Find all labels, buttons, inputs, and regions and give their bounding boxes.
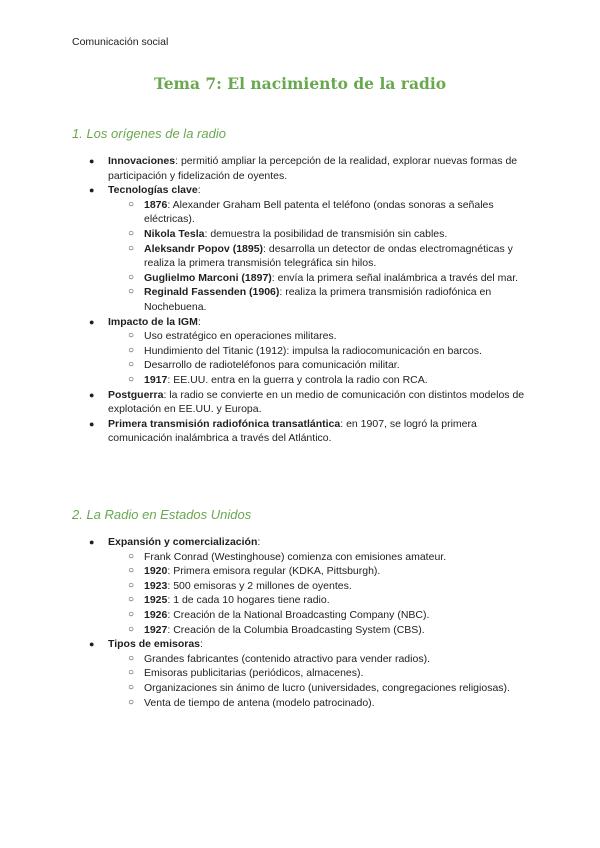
hollow-bullet-icon: ○ [128, 608, 135, 620]
sub-list-item [108, 227, 538, 242]
sub-list [108, 329, 538, 387]
sub-list [108, 198, 538, 315]
item-text: : permitió ampliar la percepción de la realidad, explorar nuevas formas de participación y fidelización de oyentes. [108, 155, 518, 182]
sub-list [108, 652, 538, 710]
hollow-bullet-icon: ○ [128, 550, 135, 562]
hollow-bullet-icon: ○ [128, 344, 135, 356]
hollow-bullet-icon: ○ [128, 667, 135, 679]
hollow-bullet-icon: ○ [128, 565, 135, 577]
list-item [78, 388, 538, 417]
item-text: Desarrollo de radioteléfonos para comunicación militar. [144, 359, 400, 372]
sub-list-item [108, 608, 538, 623]
sub-list-item [108, 623, 538, 638]
sub-list-item [108, 271, 538, 286]
sub-list-item [108, 329, 538, 344]
list-item [78, 637, 538, 710]
item-text: Hundimiento del Titanic (1912): impulsa la radiocomunicación en barcos. [144, 344, 482, 357]
item-text: Grandes fabricantes (contenido atractivo para vender radios). [144, 652, 430, 665]
hollow-bullet-icon: ○ [128, 579, 135, 591]
sub-list-item [108, 696, 538, 711]
item-text: : en 1907, se logró la primera comunicación inalámbrica a través del Atlántico. [108, 417, 477, 445]
item-term: Tipos de emisoras [108, 638, 201, 651]
item-text: : envía la primera señal inalámbrica a través del mar. [271, 271, 519, 284]
sub-list-item [108, 652, 538, 667]
hollow-bullet-icon: ○ [128, 198, 135, 210]
hollow-bullet-icon: ○ [128, 623, 135, 635]
sub-list-item [108, 681, 538, 696]
hollow-bullet-icon: ○ [128, 271, 135, 283]
filled-bullet-icon: ● [89, 316, 95, 327]
list-item [78, 154, 538, 183]
filled-bullet-icon: ● [89, 389, 95, 400]
sub-list-item [108, 285, 538, 314]
sub-list-item [108, 579, 538, 594]
sub-list-item [108, 358, 538, 373]
section-list-estados-unidos [78, 535, 538, 710]
item-text: : [197, 184, 201, 197]
item-text: : demuestra la posibilidad de transmisión sin cables. [204, 227, 448, 240]
item-term: Guglielmo Marconi (1897) [144, 271, 272, 284]
item-term: 1927 [144, 623, 168, 636]
item-term: 1917 [144, 373, 168, 386]
item-term: Expansión y comercialización [108, 536, 258, 548]
item-text: : Creación de la Columbia Broadcasting System (CBS). [167, 623, 425, 636]
item-text: : desarrolla un detector de ondas electromagnéticas y realiza la primera transmisión telegráfica sin hilos. [144, 242, 513, 270]
item-term: Nikola Tesla [144, 227, 205, 240]
hollow-bullet-icon: ○ [128, 652, 135, 664]
item-text: : Creación de la National Broadcasting Company (NBC). [167, 608, 430, 621]
hollow-bullet-icon: ○ [128, 681, 135, 693]
item-text: : 500 emisoras y 2 millones de oyentes. [167, 579, 352, 592]
filled-bullet-icon: ● [89, 156, 95, 166]
section-heading-estados-unidos: 2. La Radio en Estados Unidos [72, 507, 252, 522]
item-term: 1925 [144, 594, 168, 607]
sub-list-item [108, 344, 538, 359]
hollow-bullet-icon: ○ [128, 286, 135, 298]
item-term: Postguerra [108, 388, 164, 401]
item-term: Aleksandr Popov (1895) [144, 242, 264, 255]
hollow-bullet-icon: ○ [128, 373, 135, 385]
sub-list-item [108, 593, 538, 608]
list-item [78, 315, 538, 388]
item-term: 1923 [144, 579, 168, 592]
sub-list-item [108, 550, 538, 565]
item-term: 1876 [144, 198, 168, 211]
section-heading-origenes: 1. Los orígenes de la radio [72, 126, 226, 141]
item-text: : EE.UU. entra en la guerra y controla la radio con RCA. [167, 373, 428, 386]
item-text: : 1 de cada 10 hogares tiene radio. [167, 594, 330, 607]
item-term: 1926 [144, 608, 168, 621]
item-text: Venta de tiempo de antena (modelo patrocinado). [144, 696, 375, 709]
sub-list-item [108, 666, 538, 681]
item-text: : Primera emisora regular (KDKA, Pittsburgh). [167, 565, 381, 578]
item-text: : Alexander Graham Bell patenta el teléfono (ondas sonoras a señales eléctricas). [144, 198, 494, 226]
item-term: Primera transmisión radiofónica transatlántica [108, 417, 341, 430]
item-text: : [200, 638, 203, 651]
hollow-bullet-icon: ○ [128, 696, 135, 708]
hollow-bullet-icon: ○ [128, 330, 135, 342]
section-list-origenes [78, 154, 538, 446]
filled-bullet-icon: ● [89, 537, 95, 547]
sub-list-item [108, 373, 538, 388]
sub-list [108, 550, 538, 638]
list-item [78, 535, 538, 637]
item-term: Tecnologías clave [108, 184, 198, 197]
item-text: Emisoras publicitarias (periódicos, almacenes). [144, 667, 364, 680]
filled-bullet-icon: ● [89, 639, 95, 650]
list-item [78, 183, 538, 314]
page-title: Tema 7: El nacimiento de la radio [153, 74, 447, 93]
item-term: 1920 [144, 565, 168, 578]
item-text: : [197, 315, 201, 328]
hollow-bullet-icon: ○ [128, 242, 135, 254]
page-header: Comunicación social [72, 36, 169, 48]
item-term: Innovaciones [108, 155, 176, 167]
sub-list-item [108, 242, 538, 271]
hollow-bullet-icon: ○ [128, 594, 135, 606]
item-text: : la radio se convierte en un medio de comunicación con distintos modelos de explotación en EE.UU. y Europa. [108, 388, 525, 416]
sub-list-item [108, 564, 538, 579]
filled-bullet-icon: ● [89, 185, 95, 196]
item-term: Reginald Fassenden (1906) [144, 286, 280, 299]
sub-list-item [108, 198, 538, 227]
item-text: : [257, 536, 261, 548]
hollow-bullet-icon: ○ [128, 359, 135, 371]
item-text: : realiza la primera transmisión radiofónica en Nochebuena. [144, 286, 492, 313]
item-text: Frank Conrad (Westinghouse) comienza con emisiones amateur. [144, 550, 447, 563]
item-text: Organizaciones sin ánimo de lucro (universidades, congregaciones religiosas). [144, 681, 510, 694]
hollow-bullet-icon: ○ [128, 227, 135, 239]
filled-bullet-icon: ● [89, 418, 95, 429]
item-term: Impacto de la IGM [108, 315, 198, 328]
list-item [78, 417, 538, 446]
item-text: Uso estratégico en operaciones militares. [144, 330, 337, 343]
